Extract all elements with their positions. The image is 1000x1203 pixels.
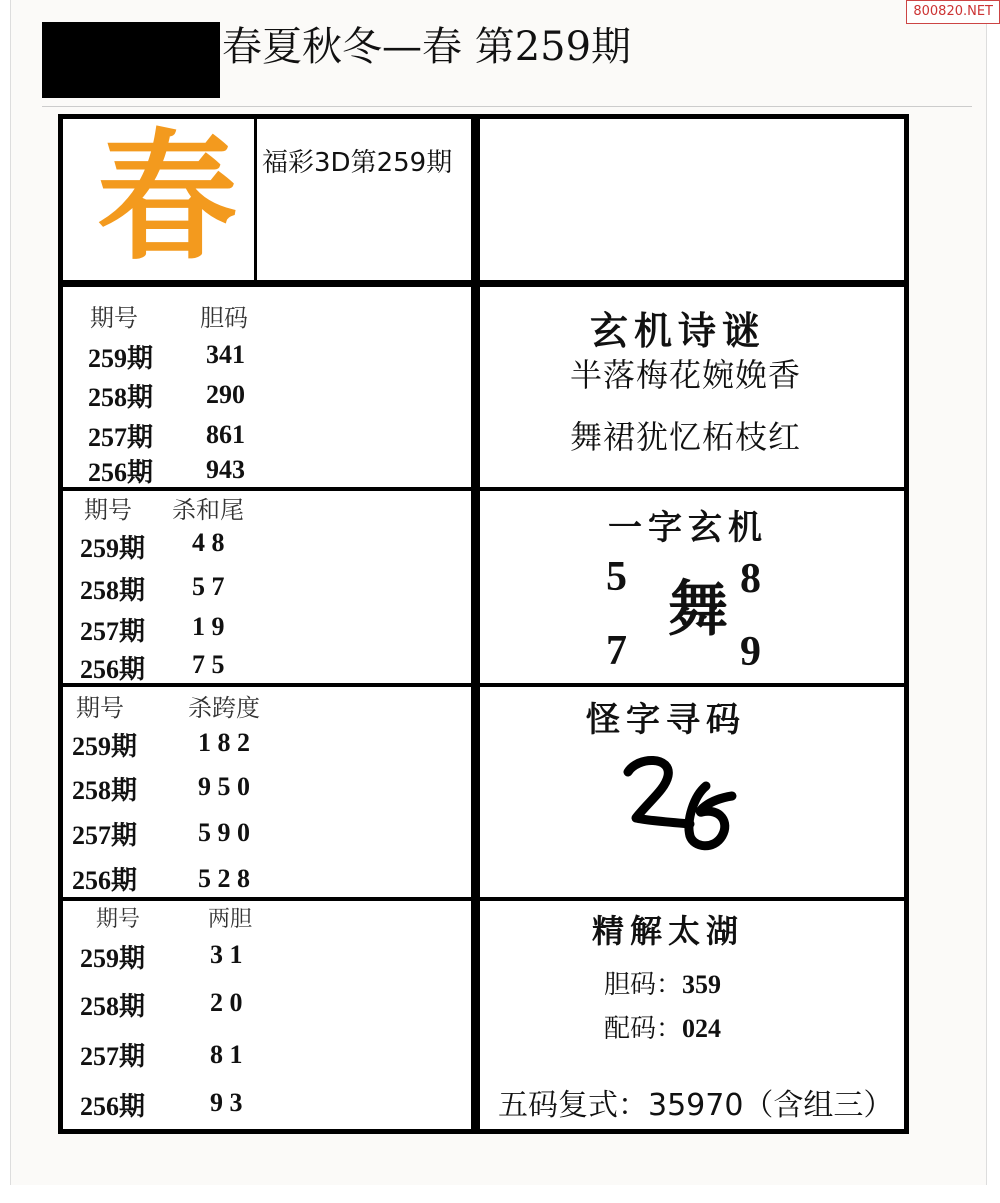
twodan-row-issue: 258期 (80, 992, 146, 1021)
taihu-pei-label: 配码： (604, 1014, 683, 1044)
handwritten-glyph (610, 750, 760, 860)
killkua-row-value: 5 9 0 (198, 818, 250, 847)
dan-row-issue: 259期 (88, 344, 154, 373)
killhe-row-value: 1 9 (192, 612, 225, 641)
one-char-num-bottom-left: 7 (606, 628, 627, 674)
killkua-head-issue: 期号 (76, 694, 124, 722)
killhe-head-issue: 期号 (84, 496, 132, 524)
dan-row-issue: 256期 (88, 458, 154, 487)
killkua-row-issue: 259期 (72, 732, 138, 761)
dan-row-issue: 257期 (88, 423, 154, 452)
page-title: 春夏秋冬—春 第259期 (222, 24, 632, 70)
one-char-num-top-right: 8 (740, 556, 761, 602)
top-left-divider (254, 119, 257, 282)
twodan-row-value: 9 3 (210, 1088, 243, 1117)
killhe-row-value: 4 8 (192, 528, 225, 557)
one-char-title: 一字玄机 (608, 508, 768, 548)
twodan-row-value: 8 1 (210, 1040, 243, 1069)
row-divider-3 (63, 683, 904, 687)
one-char-num-bottom-right: 9 (740, 629, 761, 675)
twodan-head-issue: 期号 (96, 907, 141, 932)
header-divider (42, 106, 972, 107)
one-char-num-top-left: 5 (606, 554, 627, 600)
taihu-dan (604, 964, 721, 1001)
killkua-row-value: 5 2 8 (198, 864, 250, 893)
killhe-row-issue: 256期 (80, 655, 146, 684)
dan-row-value: 341 (206, 340, 245, 369)
taihu-dan-value: 359 (682, 970, 722, 999)
dan-row-value: 290 (206, 380, 245, 409)
killhe-row-issue: 259期 (80, 534, 146, 563)
center-divider (471, 114, 480, 1134)
killhe-row-issue: 257期 (80, 617, 146, 646)
dan-head-issue: 期号 (90, 304, 138, 332)
taihu-title: 精解太湖 (592, 912, 745, 950)
dan-row-issue: 258期 (88, 383, 154, 412)
killhe-head-value: 杀和尾 (172, 496, 244, 524)
killkua-row-issue: 256期 (72, 866, 138, 895)
twodan-row-issue: 259期 (80, 944, 146, 973)
one-char-hint: 舞 (668, 575, 728, 645)
twodan-row-value: 3 1 (210, 940, 243, 969)
killhe-row-issue: 258期 (80, 576, 146, 605)
dan-head-value: 胆码 (200, 304, 248, 332)
season-char-spring: 春 (96, 116, 237, 280)
killhe-row-value: 7 5 (192, 650, 225, 679)
twodan-head-value: 两胆 (208, 907, 253, 932)
taihu-pei (604, 1008, 721, 1045)
taihu-five-code-combo: 五码复式：35970（含组三） (498, 1088, 894, 1123)
killhe-row-value: 5 7 (192, 572, 225, 601)
twodan-row-value: 2 0 (210, 988, 243, 1017)
taihu-dan-label: 胆码： (604, 970, 683, 1000)
poem-line-2: 舞裙犹忆柘枝红 (570, 418, 802, 456)
poem-title: 玄机诗谜 (590, 308, 767, 353)
issue-label: 福彩3D第259期 (262, 148, 453, 178)
taihu-pei-value: 024 (682, 1014, 722, 1043)
killkua-head-value: 杀跨度 (188, 694, 260, 722)
poem-line-1: 半落梅花婉娩香 (570, 356, 802, 394)
killkua-row-value: 9 5 0 (198, 772, 250, 801)
killkua-row-issue: 257期 (72, 821, 138, 850)
twodan-row-issue: 257期 (80, 1042, 146, 1071)
site-watermark: 800820.NET (906, 0, 1000, 24)
dan-row-value: 861 (206, 420, 245, 449)
twodan-row-issue: 256期 (80, 1092, 146, 1121)
strange-char-title: 怪字寻码 (586, 700, 746, 740)
redacted-logo (42, 22, 220, 98)
killkua-row-issue: 258期 (72, 776, 138, 805)
killkua-row-value: 1 8 2 (198, 728, 250, 757)
row-divider-4 (63, 897, 904, 901)
dan-row-value: 943 (206, 455, 245, 484)
row-divider-1 (63, 280, 904, 287)
